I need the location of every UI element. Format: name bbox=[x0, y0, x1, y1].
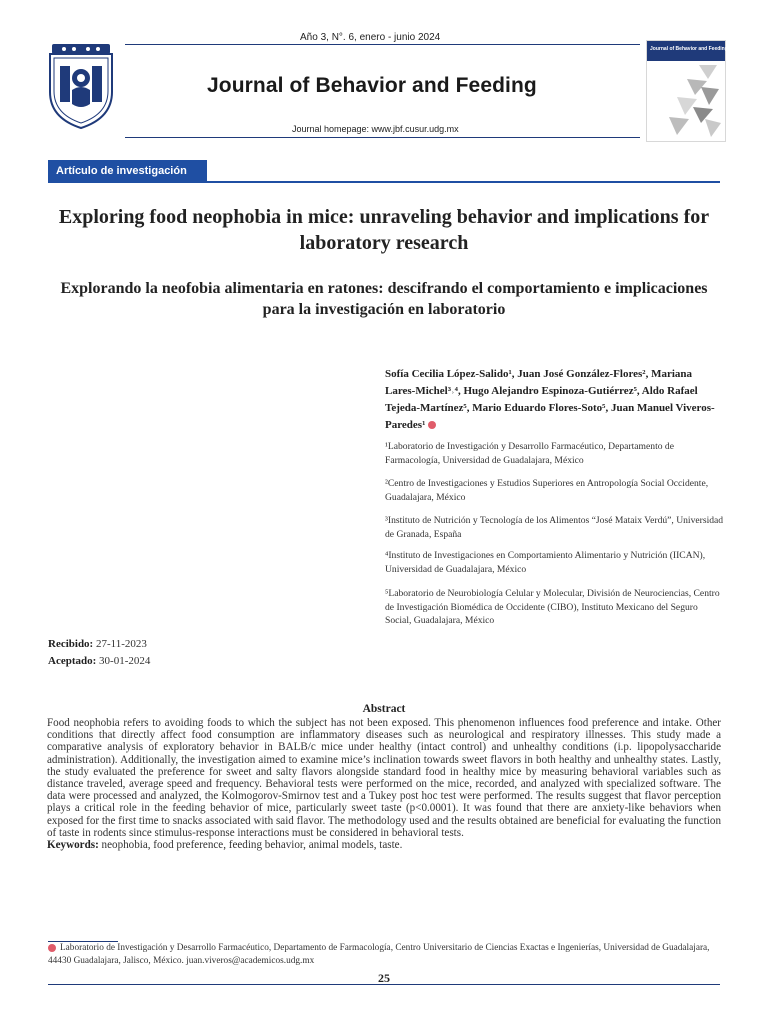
corresponding-author-footnote bbox=[48, 942, 728, 967]
article-type-badge: Artículo de investigación bbox=[48, 160, 207, 182]
seal-text bbox=[35, 27, 127, 41]
orcid-icon[interactable] bbox=[48, 944, 56, 952]
accepted-date bbox=[48, 653, 150, 670]
seal-text-image bbox=[35, 32, 127, 41]
journal-title: Journal of Behavior and Feeding bbox=[207, 74, 537, 97]
keywords-label: Keywords: bbox=[47, 839, 99, 852]
journal-homepage-link[interactable]: Journal homepage: www.jbf.cusur.udg.mx bbox=[292, 124, 459, 134]
author-list bbox=[385, 366, 725, 434]
submission-dates bbox=[48, 636, 150, 670]
article-title-english: Exploring food neophobia in mice: unraveling behavior and implications for laboratory research bbox=[58, 206, 710, 254]
header-divider bbox=[125, 44, 640, 45]
svg-text:UNIVERSIDAD DE GUADALAJARA: UNIVERSIDAD DE GUADALAJARA bbox=[35, 34, 127, 41]
keywords-text: neophobia, food preference, feeding behavior, animal models, taste. bbox=[101, 839, 403, 852]
footnote-text: Laboratorio de Investigación y Desarrollo Farmacéutico, Departamento de Farmacología, Centro Universitario de Ciencias Exactas e Ingenierías, Universidad de Guadalajara, 44430 Guadalajara, Jalisco, México. juan.viveros@academicos.udg.mx bbox=[48, 943, 710, 966]
received-date bbox=[48, 636, 150, 653]
affiliation-5: ⁵Laboratorio de Neurobiología Celular y Molecular, División de Neurociencias, Centro de Investigación Biomédica de Occidente (CIBO), Instituto Mexicano del Seguro Social, Guadalajara, México bbox=[385, 588, 720, 626]
authors-text: Sofía Cecilia López-Salido¹, Juan José González-Flores², Mariana Lares-Michel³˒⁴, Hugo Alejandro Espinoza-Gutiérrez⁵, Aldo Rafael Tejeda-Martínez⁵, Mario Eduardo Flores-Soto⁵, Juan Manuel Viveros-Paredes¹ bbox=[385, 368, 715, 431]
received-label: Recibido: bbox=[48, 638, 94, 650]
accepted-value: 30-01-2024 bbox=[99, 655, 151, 667]
orcid-icon[interactable] bbox=[428, 421, 436, 429]
issue-info: Año 3, N°. 6, enero - junio 2024 bbox=[300, 32, 441, 43]
affiliation-2: ²Centro de Investigaciones y Estudios Superiores en Antropología Social Occidente, Guadalajara, México bbox=[385, 478, 709, 503]
affiliation-4: ⁴Instituto de Investigaciones en Comportamiento Alimentario y Nutrición (IICAN), Universidad de Guadalajara, México bbox=[385, 550, 706, 575]
page-number: 25 bbox=[378, 971, 390, 985]
article-title-spanish: Explorando la neofobia alimentaria en ratones: descifrando el comportamiento e implicaciones para la investigación en laboratorio bbox=[60, 280, 708, 318]
cover-title: Journal of Behavior and Feeding bbox=[650, 46, 728, 52]
keywords bbox=[47, 839, 721, 851]
affiliation-1: ¹Laboratorio de Investigación y Desarrollo Farmacéutico, Departamento de Farmacología, Universidad de Guadalajara, México bbox=[385, 441, 674, 466]
abstract-body bbox=[47, 717, 721, 851]
abstract-heading: Abstract bbox=[362, 703, 406, 715]
header-bottom-divider bbox=[125, 137, 640, 138]
journal-cover-thumbnail bbox=[646, 40, 726, 142]
affiliation-3: ³Instituto de Nutrición y Tecnología de los Alimentos “José Mataix Verdú”, Universidad de Granada, España bbox=[385, 515, 724, 540]
cover-header-bar bbox=[647, 41, 728, 61]
received-value: 27-11-2023 bbox=[95, 638, 147, 650]
article-type-divider bbox=[48, 181, 720, 183]
cover-triangles-graphic bbox=[647, 61, 725, 139]
abstract-text: Food neophobia refers to avoiding foods to which the subject has not been exposed. This phenomenon influences food preference and intake. Other conditions that directly affect food consumption are inflammatory diseases such as neurological and respiratory illnesses. This study made a comparative analysis of exploratory behavior in BALB/c mice under healthy (intact control) and unhealthy conditions (i.p. lipopolysaccharide administration). Additionally, the investigation aimed to examine mice’s inclination towards sweet flavors in both healthy and unhealthy states. Lastly, the study evaluated the preference for sweet and salty flavors alongside standard food in healthy mice by measuring behavioral variables such as distance traveled, average speed and frequency. Behavioral tests were performed on the mice, recorded, and analyzed with specialized software. The data were processed and analyzed, the Kolmogorov-Smirnov test and a Tukey post hoc test were performed. The results suggest that flavor perception plays a critical role in the feeding behavior of mice, particularly sweet taste (p<0.0001). It was found that there are anxiety-like behaviors when exposed for the first time to snacks associated with said flavor. The methodology used and the results obtained are beneficial for evaluating the function of taste in rodents since stimulus-response interactions must be considered in behavioral tests. bbox=[47, 717, 721, 839]
university-seal-logo bbox=[44, 40, 118, 130]
accepted-label: Aceptado: bbox=[48, 655, 97, 667]
